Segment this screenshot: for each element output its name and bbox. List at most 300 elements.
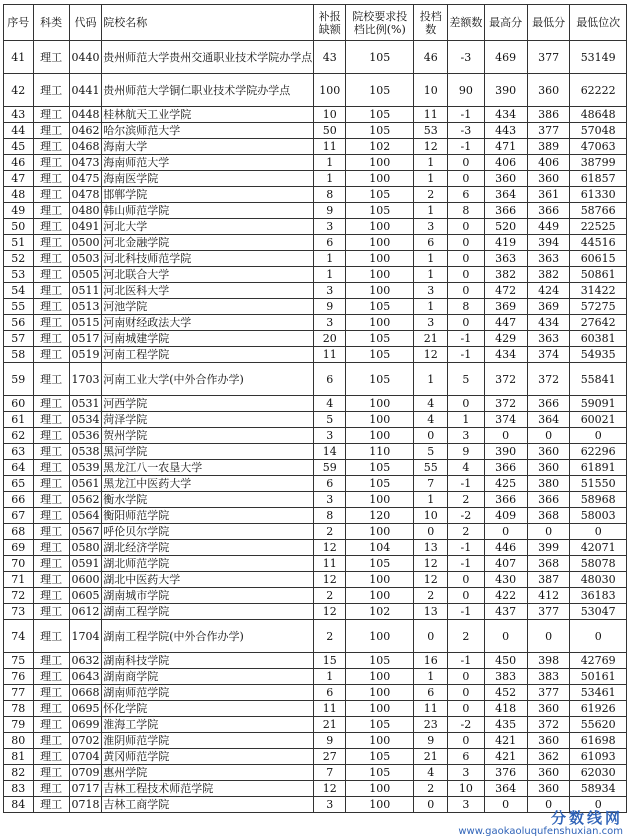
table-cell: 61857 [570,171,627,187]
table-cell: 理工 [33,508,69,524]
table-cell: 360 [484,171,527,187]
table-cell: 0 [448,669,484,685]
table-cell: 湖北师范学院 [102,556,314,572]
table-cell: 62222 [570,74,627,107]
table-cell: 理工 [33,444,69,460]
table-cell: 理工 [33,701,69,717]
table-cell: 0531 [69,396,101,412]
table-cell: 105 [346,41,414,74]
table-cell: 105 [346,765,414,781]
table-cell: 79 [4,717,34,733]
table-row [4,717,627,733]
table-cell: 0 [448,701,484,717]
table-cell: 1 [414,155,448,171]
table-cell: 61891 [570,460,627,476]
table-cell: 42071 [570,540,627,556]
table-cell: 57048 [570,123,627,139]
table-cell: 理工 [33,781,69,797]
table-cell: -3 [448,41,484,74]
table-cell: 66 [4,492,34,508]
table-row [4,139,627,155]
table-cell: 55 [4,299,34,315]
table-cell: 0 [484,524,527,540]
table-cell: 421 [484,733,527,749]
table-cell: 1 [314,171,346,187]
table-cell: 364 [484,187,527,203]
table-row [4,765,627,781]
table-cell: 377 [527,685,570,701]
table-row [4,235,627,251]
table-row [4,460,627,476]
table-cell: 48030 [570,572,627,588]
table-cell: -3 [448,123,484,139]
table-cell: 0 [527,797,570,813]
table-cell: 0 [414,428,448,444]
table-cell: 369 [484,299,527,315]
table-cell: 105 [346,107,414,123]
table-cell: 0440 [69,41,101,74]
table-cell: 湖南商学院 [102,669,314,685]
table-row [4,604,627,620]
table-cell: -1 [448,556,484,572]
col-header-serial: 序号 [4,5,34,41]
table-cell: 105 [346,347,414,363]
table-cell: 理工 [33,74,69,107]
table-cell: 桂林航天工业学院 [102,107,314,123]
table-row [4,251,627,267]
table-cell: 12 [414,556,448,572]
watermark-url: www.gaokaoluqufenshuxian.com [458,826,623,837]
table-cell: 376 [484,765,527,781]
table-cell: 理工 [33,139,69,155]
table-cell: 2 [414,781,448,797]
table-cell: 61330 [570,187,627,203]
table-cell: 9 [414,733,448,749]
table-cell: 3 [414,315,448,331]
table-cell: 理工 [33,41,69,74]
table-cell: 60615 [570,251,627,267]
table-cell: 372 [484,396,527,412]
table-cell: 理工 [33,572,69,588]
table-cell: 14 [314,444,346,460]
table-cell: -1 [448,540,484,556]
table-cell: 105 [346,203,414,219]
table-cell: 409 [484,508,527,524]
table-cell: 71 [4,572,34,588]
table-cell: 105 [346,331,414,347]
table-cell: 5 [314,412,346,428]
table-cell: 0718 [69,797,101,813]
table-cell: 1 [314,251,346,267]
table-cell: 2 [414,187,448,203]
table-cell: 418 [484,701,527,717]
table-cell: 河北联合大学 [102,267,314,283]
table-cell: 81 [4,749,34,765]
table-cell: 419 [484,235,527,251]
table-cell: 0 [448,251,484,267]
table-cell: 0 [570,428,627,444]
col-header-code: 代码 [69,5,101,41]
table-cell: 0 [527,524,570,540]
table-cell: 84 [4,797,34,813]
table-cell: 57 [4,331,34,347]
table-cell: 372 [527,363,570,396]
table-row [4,267,627,283]
table-cell: 0 [414,620,448,653]
table-cell: 0448 [69,107,101,123]
table-cell: 58968 [570,492,627,508]
table-cell: 河池学院 [102,299,314,315]
table-cell: 0536 [69,428,101,444]
table-cell: 1 [414,267,448,283]
table-cell: 360 [527,444,570,460]
table-cell: 55620 [570,717,627,733]
table-cell: 淮阴师范学院 [102,733,314,749]
table-cell: 5 [448,363,484,396]
table-cell: 12 [414,572,448,588]
table-cell: 386 [527,107,570,123]
table-cell: 理工 [33,476,69,492]
col-header-vacancies: 补报缺额 [314,5,346,41]
table-row [4,155,627,171]
table-cell: 11 [314,556,346,572]
table-cell: -1 [448,331,484,347]
table-cell: 3 [448,797,484,813]
table-cell: 46 [414,41,448,74]
table-cell: 湖南工程学院 [102,604,314,620]
table-cell: 53461 [570,685,627,701]
table-cell: 9 [448,444,484,460]
table-cell: 100 [346,669,414,685]
table-cell: 2 [314,524,346,540]
table-cell: 衡水学院 [102,492,314,508]
table-row [4,74,627,107]
table-cell: 78 [4,701,34,717]
table-cell: 105 [346,556,414,572]
table-cell: 0 [570,620,627,653]
table-cell: 0561 [69,476,101,492]
table-cell: 42 [4,74,34,107]
table-cell: 9 [314,299,346,315]
table-row [4,171,627,187]
table-cell: 理工 [33,765,69,781]
table-cell: 360 [527,733,570,749]
table-cell: 理工 [33,556,69,572]
table-cell: 70 [4,556,34,572]
table-cell: 3 [314,492,346,508]
table-cell: 理工 [33,492,69,508]
table-cell: 100 [346,492,414,508]
table-cell: 湖南城市学院 [102,588,314,604]
table-cell: 0473 [69,155,101,171]
table-cell: 100 [314,74,346,107]
table-cell: 100 [346,781,414,797]
table-cell: 1 [414,363,448,396]
table-cell: 23 [414,717,448,733]
col-header-category: 科类 [33,5,69,41]
table-cell: 100 [346,797,414,813]
table-cell: 3 [314,315,346,331]
table-cell: 理工 [33,363,69,396]
table-cell: 54 [4,283,34,299]
table-cell: 河西学院 [102,396,314,412]
table-cell: 6 [314,363,346,396]
table-cell: 理工 [33,685,69,701]
table-cell: 58 [4,347,34,363]
table-cell: 7 [314,765,346,781]
table-cell: -2 [448,717,484,733]
table-cell: 河南城建学院 [102,331,314,347]
table-cell: 100 [346,396,414,412]
table-cell: 368 [527,556,570,572]
table-cell: 0709 [69,765,101,781]
table-cell: 0 [448,588,484,604]
table-cell: 0539 [69,460,101,476]
table-cell: 0 [448,155,484,171]
table-cell: 0567 [69,524,101,540]
table-header-row [4,5,627,41]
table-cell: 100 [346,588,414,604]
table-row [4,347,627,363]
table-cell: 0534 [69,412,101,428]
table-cell: 447 [484,315,527,331]
table-cell: 53 [414,123,448,139]
table-cell: 理工 [33,203,69,219]
table-cell: 0 [484,620,527,653]
table-cell: 38799 [570,155,627,171]
table-cell: 59 [314,460,346,476]
table-cell: 0480 [69,203,101,219]
table-cell: 理工 [33,299,69,315]
table-cell: 河北大学 [102,219,314,235]
table-cell: 21 [314,717,346,733]
table-cell: 21 [414,331,448,347]
table-cell: 0580 [69,540,101,556]
table-cell: 4 [414,412,448,428]
table-cell: 58934 [570,781,627,797]
table-row [4,733,627,749]
table-cell: 36183 [570,588,627,604]
table-cell: 1 [414,299,448,315]
table-cell: 0668 [69,685,101,701]
table-cell: 理工 [33,283,69,299]
table-row [4,781,627,797]
table-cell: 100 [346,701,414,717]
table-cell: 394 [527,235,570,251]
table-cell: 0612 [69,604,101,620]
table-cell: 理工 [33,669,69,685]
table-cell: 68 [4,524,34,540]
table-cell: 100 [346,524,414,540]
table-cell: 102 [346,604,414,620]
table-cell: 50161 [570,669,627,685]
table-cell: 1 [414,251,448,267]
table-cell: 1704 [69,620,101,653]
table-cell: 56 [4,315,34,331]
table-row [4,701,627,717]
watermark-brand: 分数线网 [550,809,623,827]
table-cell: 72 [4,588,34,604]
col-header-min-rank: 最低位次 [570,5,627,41]
table-cell: 80 [4,733,34,749]
table-cell: 河南财经政法大学 [102,315,314,331]
table-cell: 0 [527,428,570,444]
table-cell: 374 [527,347,570,363]
table-row [4,219,627,235]
table-cell: 62030 [570,765,627,781]
table-cell: 15 [314,653,346,669]
table-cell: 0702 [69,733,101,749]
table-cell: 3 [314,219,346,235]
table-cell: 120 [346,508,414,524]
table-cell: 2 [314,620,346,653]
table-cell: 105 [346,476,414,492]
table-cell: 0475 [69,171,101,187]
table-cell: 443 [484,123,527,139]
table-cell: 0704 [69,749,101,765]
table-cell: 90 [448,74,484,107]
table-cell: 57275 [570,299,627,315]
table-row [4,41,627,74]
table-cell: 0699 [69,717,101,733]
table-cell: 理工 [33,797,69,813]
table-cell: 406 [484,155,527,171]
table-cell: 黑龙江中医药大学 [102,476,314,492]
table-cell: 61 [4,412,34,428]
table-cell: 韩山师范学院 [102,203,314,219]
table-cell: 62296 [570,444,627,460]
table-cell: 105 [346,363,414,396]
table-cell: 淮海工学院 [102,717,314,733]
table-cell: 67 [4,508,34,524]
table-cell: 377 [527,41,570,74]
table-cell: -1 [448,347,484,363]
table-cell: 理工 [33,396,69,412]
table-cell: 102 [346,139,414,155]
table-cell: 105 [346,460,414,476]
admission-table [3,4,627,813]
table-cell: 360 [527,171,570,187]
table-cell: 100 [346,428,414,444]
table-cell: 3 [414,219,448,235]
table-cell: 2 [314,588,346,604]
table-cell: 65 [4,476,34,492]
table-cell: 63 [4,444,34,460]
table-cell: 360 [527,460,570,476]
table-cell: 77 [4,685,34,701]
table-cell: 434 [484,347,527,363]
table-cell: 59 [4,363,34,396]
table-cell: 理工 [33,123,69,139]
table-cell: 105 [346,717,414,733]
table-cell: 6 [414,685,448,701]
table-cell: 11 [314,701,346,717]
table-cell: 0 [448,396,484,412]
table-cell: 1 [314,267,346,283]
table-cell: 理工 [33,331,69,347]
table-cell: 11 [414,701,448,717]
table-row [4,685,627,701]
table-cell: 55 [414,460,448,476]
table-cell: 22525 [570,219,627,235]
table-cell: 理工 [33,187,69,203]
table-cell: 0 [448,685,484,701]
table-cell: 0500 [69,235,101,251]
table-cell: 12 [414,347,448,363]
table-cell: 110 [346,444,414,460]
table-cell: -1 [448,107,484,123]
table-cell: 390 [484,444,527,460]
table-cell: 363 [484,251,527,267]
table-cell: 83 [4,781,34,797]
table-row [4,363,627,396]
table-cell: 51 [4,235,34,251]
table-cell: 360 [527,701,570,717]
table-cell: 湖南师范学院 [102,685,314,701]
table-cell: 363 [527,331,570,347]
table-cell: 372 [527,717,570,733]
table-cell: 9 [314,733,346,749]
table-cell: 11 [314,139,346,155]
table-cell: 105 [346,299,414,315]
table-cell: 3 [414,283,448,299]
table-cell: 0 [448,235,484,251]
table-cell: 12 [314,781,346,797]
table-cell: 10 [314,107,346,123]
table-cell: 10 [414,508,448,524]
table-cell: 360 [527,74,570,107]
table-row [4,572,627,588]
table-cell: 6 [448,749,484,765]
table-cell: 11 [414,107,448,123]
table-cell: 0468 [69,139,101,155]
table-cell: 理工 [33,460,69,476]
table-cell: 53 [4,267,34,283]
table-cell: 69 [4,540,34,556]
table-row [4,540,627,556]
table-row [4,492,627,508]
table-cell: 471 [484,139,527,155]
table-cell: 2 [414,588,448,604]
table-cell: 21 [414,749,448,765]
table-cell: 100 [346,315,414,331]
table-cell: 1703 [69,363,101,396]
table-cell: 64 [4,460,34,476]
table-cell: 海南医学院 [102,171,314,187]
col-header-max-score: 最高分 [484,5,527,41]
col-header-min-score: 最低分 [527,5,570,41]
table-cell: 75 [4,653,34,669]
table-cell: 湖北中医药大学 [102,572,314,588]
table-cell: 450 [484,653,527,669]
table-cell: 100 [346,171,414,187]
table-cell: 0503 [69,251,101,267]
table-cell: 8 [314,187,346,203]
table-cell: 河北医科大学 [102,283,314,299]
table-cell: 435 [484,717,527,733]
table-cell: 黑河学院 [102,444,314,460]
table-cell: 河北金融学院 [102,235,314,251]
table-cell: 8 [314,508,346,524]
table-cell: 1 [414,203,448,219]
table-cell: 362 [527,749,570,765]
table-cell: 0643 [69,669,101,685]
table-cell: 5 [414,444,448,460]
table-cell: 4 [414,396,448,412]
table-cell: 41 [4,41,34,74]
table-cell: 0478 [69,187,101,203]
table-cell: 1 [414,669,448,685]
